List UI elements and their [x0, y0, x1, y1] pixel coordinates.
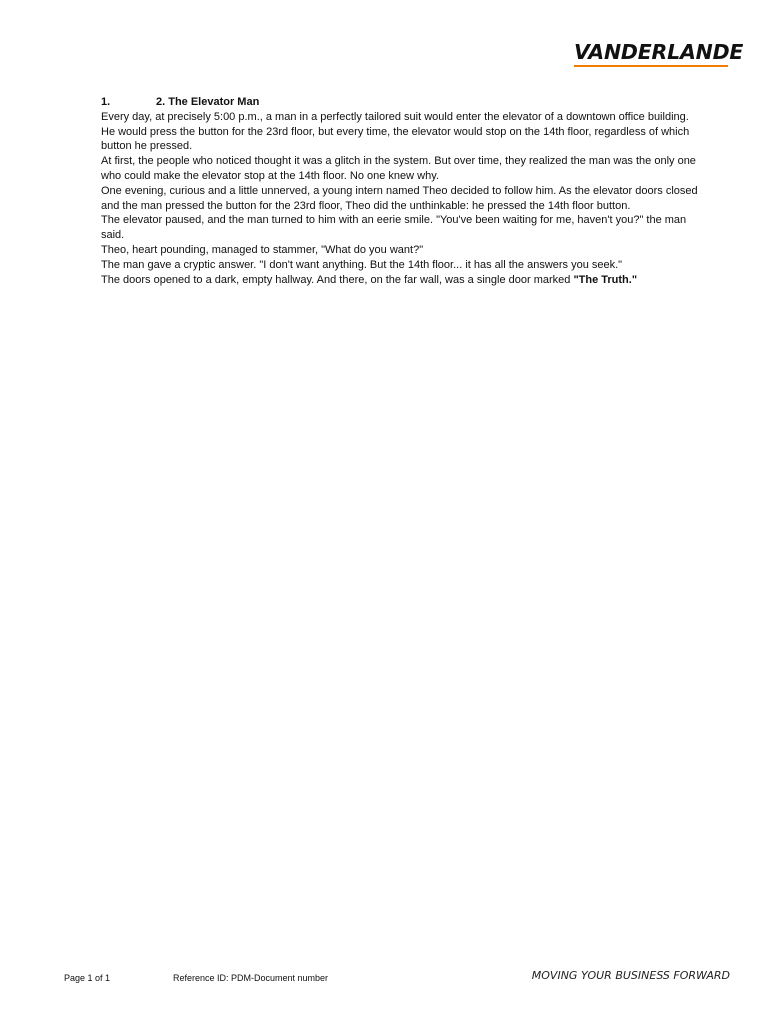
paragraph-1: Every day, at precisely 5:00 p.m., a man in a perfectly tailored suit would enter the elevator of a downtown office building. He would press the button for the 23rd floor, but every time, the elevator would stop on the 14th floor, regardless of which button he pressed. — [101, 110, 690, 153]
logo-text: VANDERLANDE — [574, 40, 744, 64]
paragraph-5: Theo, heart pounding, managed to stammer, "What do you want?" — [101, 243, 424, 256]
paragraph-2: At first, the people who noticed thought it was a glitch in the system. But over time, they realized the man was the only one who could make the elevator stop at the 14th floor. No one knew why. — [101, 155, 696, 182]
logo-underline — [574, 65, 728, 67]
page-number: Page 1 of 1 — [64, 973, 111, 983]
section-heading — [101, 95, 701, 110]
paragraph-3: One evening, curious and a little unnerved, a young intern named Theo decided to follow him. As the elevator doors closed and the man pressed the button for the 23rd floor, Theo did the unthinkable: he pressed the 14th floor button. — [101, 184, 698, 212]
vanderlande-logo — [574, 40, 744, 67]
document-body — [101, 95, 701, 287]
paragraph-7 — [101, 273, 701, 288]
paragraph-6: The man gave a cryptic answer. "I don't want anything. But the 14th floor... it has all the answers you seek." — [101, 258, 623, 271]
page-footer — [0, 968, 768, 988]
paragraph-4: The elevator paused, and the man turned to him with an eerie smile. "You've been waiting for me, haven't you?" the man said. — [101, 214, 687, 242]
heading-title: 2. The Elevator Man — [156, 96, 260, 108]
reference-id: Reference ID: PDM-Document number — [173, 973, 329, 983]
footer-slogan: MOVING YOUR BUSINESS FORWARD — [531, 969, 730, 982]
the-truth-emphasis: "The Truth." — [573, 273, 638, 286]
paragraph-7-text: The doors opened to a dark, empty hallway. And there, on the far wall, was a single door marked — [101, 273, 574, 286]
heading-number: 1. — [101, 96, 111, 108]
